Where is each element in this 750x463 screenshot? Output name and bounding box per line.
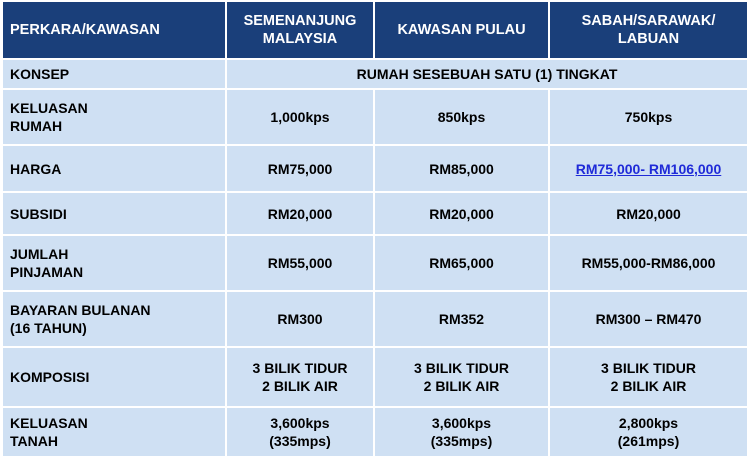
cell-keluasan-rumah-sabah: 750kps <box>550 90 747 144</box>
table-row-bayaran-bulanan <box>3 292 747 346</box>
header-sabah-sarawak-labuan <box>550 2 747 58</box>
tanah-semenanjung-line1: 3,600kps <box>270 415 330 431</box>
row-label-keluasan-rumah <box>3 90 225 144</box>
tanah-semenanjung-line2: (335mps) <box>269 433 331 449</box>
cell-subsidi-sabah: RM20,000 <box>550 193 747 234</box>
cell-harga-sabah <box>550 146 747 191</box>
header-semenanjung <box>227 2 373 58</box>
cell-subsidi-pulau: RM20,000 <box>375 193 548 234</box>
row-label-bayaran-line2: (16 TAHUN) <box>10 320 87 336</box>
header-sabah-line1: SABAH/SARAWAK/ <box>581 13 716 29</box>
row-label-keluasan-tanah <box>3 408 225 456</box>
komposisi-pulau-line2: 2 BILIK AIR <box>423 378 500 394</box>
cell-subsidi-semenanjung: RM20,000 <box>227 193 373 234</box>
row-label-jumlah-pinjaman <box>3 236 225 290</box>
cell-bayaran-sabah: RM300 – RM470 <box>550 292 747 346</box>
tanah-pulau-line2: (335mps) <box>430 433 493 449</box>
header-kawasan-pulau: KAWASAN PULAU <box>375 2 548 58</box>
header-semenanjung-line2: MALAYSIA <box>262 31 338 47</box>
cell-bayaran-pulau: RM352 <box>375 292 548 346</box>
cell-bayaran-semenanjung: RM300 <box>227 292 373 346</box>
tanah-sabah-line2: (261mps) <box>617 433 680 449</box>
row-label-konsep: KONSEP <box>3 60 225 88</box>
row-label-tanah-line1: KELUASAN <box>10 415 88 431</box>
table-row-keluasan-rumah <box>3 90 747 144</box>
cell-keluasan-rumah-semenanjung: 1,000kps <box>227 90 373 144</box>
row-label-bayaran-bulanan <box>3 292 225 346</box>
table-row-konsep <box>3 60 747 88</box>
cell-jumlah-pulau: RM65,000 <box>375 236 548 290</box>
cell-harga-pulau: RM85,000 <box>375 146 548 191</box>
row-label-keluasan-rumah-line2: RUMAH <box>10 118 63 134</box>
header-semenanjung-line1: SEMENANJUNG <box>243 13 357 29</box>
cell-tanah-pulau <box>375 408 548 456</box>
cell-komposisi-semenanjung <box>227 348 373 406</box>
row-label-komposisi: KOMPOSISI <box>3 348 225 406</box>
table-row-keluasan-tanah <box>3 408 747 456</box>
table-row-harga <box>3 146 747 191</box>
cell-konsep-value: RUMAH SESEBUAH SATU (1) TINGKAT <box>227 60 747 88</box>
cell-tanah-semenanjung <box>227 408 373 456</box>
cell-tanah-sabah <box>550 408 747 456</box>
komposisi-sabah-line2: 2 BILIK AIR <box>610 378 687 394</box>
housing-comparison-table <box>1 0 749 458</box>
tanah-pulau-line1: 3,600kps <box>431 415 492 431</box>
tanah-sabah-line1: 2,800kps <box>618 415 679 431</box>
table-row-komposisi <box>3 348 747 406</box>
cell-jumlah-semenanjung: RM55,000 <box>227 236 373 290</box>
cell-komposisi-sabah <box>550 348 747 406</box>
harga-sabah-link[interactable]: RM75,000- RM106,000 <box>575 160 722 177</box>
cell-komposisi-pulau <box>375 348 548 406</box>
row-label-harga: HARGA <box>3 146 225 191</box>
komposisi-sabah-line1: 3 BILIK TIDUR <box>601 360 696 376</box>
header-perkara-kawasan: PERKARA/KAWASAN <box>3 2 225 58</box>
komposisi-semenanjung-line2: 2 BILIK AIR <box>262 378 338 394</box>
komposisi-semenanjung-line1: 3 BILIK TIDUR <box>252 360 348 376</box>
row-label-jumlah-line2: PINJAMAN <box>10 264 84 280</box>
komposisi-pulau-line1: 3 BILIK TIDUR <box>414 360 509 376</box>
cell-jumlah-sabah: RM55,000-RM86,000 <box>550 236 747 290</box>
row-label-bayaran-line1: BAYARAN BULANAN <box>10 302 151 318</box>
cell-harga-semenanjung: RM75,000 <box>227 146 373 191</box>
header-sabah-line2: LABUAN <box>617 31 680 47</box>
row-label-subsidi: SUBSIDI <box>3 193 225 234</box>
row-label-tanah-line2: TANAH <box>10 433 58 449</box>
table-row-jumlah-pinjaman <box>3 236 747 290</box>
row-label-keluasan-rumah-line1: KELUASAN <box>10 100 88 116</box>
row-label-jumlah-line1: JUMLAH <box>10 246 69 262</box>
table-row-subsidi <box>3 193 747 234</box>
cell-keluasan-rumah-pulau: 850kps <box>375 90 548 144</box>
header-row <box>3 2 747 58</box>
